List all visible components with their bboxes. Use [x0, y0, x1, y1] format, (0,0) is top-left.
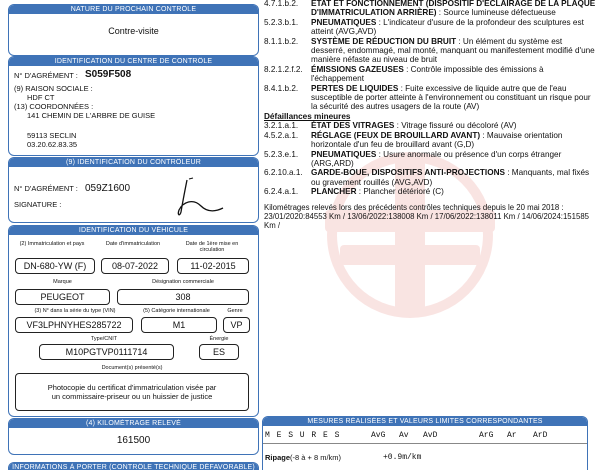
defect-code: 3.2.1.a.1. — [264, 121, 299, 131]
type-value: M10PGTVP0111714 — [39, 344, 174, 360]
defect-title: ÉMISSIONS GAZEUSES — [311, 64, 404, 74]
vin-label: (3) N° dans la série du type (VIN) — [34, 308, 116, 314]
defect-code: 4.5.2.a.1. — [264, 130, 299, 140]
centre-raison-value: HDF CT — [27, 93, 55, 102]
genre-value: VP — [223, 317, 250, 333]
categorie-label: (5) Catégorie internationale — [143, 308, 210, 314]
defect-desc: : Fuite excessive de liquide autre que de l'eau susceptible de porter atteinte à l'environnement ou constituant un risque pour la sécurité des autres usagers de la route (AV) — [311, 83, 591, 112]
defect-row — [264, 187, 596, 196]
defect-desc: : Usure anormale ou présence d'un corps étranger (ARG,ARD) — [311, 149, 562, 168]
centre-raison-label: (9) RAISON SOCIALE : — [14, 84, 93, 93]
km-history: Kilométrages relevés lors des précédents contrôles techniques depuis le 20 mai 2018 : 23/01/2020:84553 Km / 13/06/2022:138008 Km / 17/06/2022:138011 Km / 14/06/2024:151585 Km / — [264, 202, 589, 230]
defect-code: 5.2.3.b.1. — [264, 17, 299, 27]
mesures-header: MESURES RÉALISÉES ET VALEURS LIMITES CORRESPONDANTES — [263, 417, 587, 426]
informations-panel — [8, 462, 259, 470]
defect-title: PNEUMATIQUES — [311, 149, 377, 159]
defect-row — [264, 168, 596, 187]
defect-code: 4.7.1.b.2. — [264, 0, 299, 8]
controleur-signature-label: SIGNATURE : — [14, 200, 62, 209]
defect-title: GARDE-BOUE, DISPOSITIFS ANTI-PROJECTIONS — [311, 168, 505, 178]
categorie-value: M1 — [141, 317, 217, 333]
immat-label: (2) Immatriculation et pays — [19, 241, 85, 247]
date-circ-value: 11-02-2015 — [177, 258, 249, 274]
defect-title: PLANCHER — [311, 187, 357, 197]
col-ar: Ar — [507, 431, 517, 440]
defect-desc: : Vitrage fissuré ou décoloré (AV) — [394, 121, 517, 131]
nature-value: Contre-visite — [108, 26, 159, 36]
defect-title: SYSTÈME DE RÉDUCTION DU BRUIT — [311, 36, 457, 46]
date-immat-label: Date d'immatriculation — [105, 241, 161, 247]
documents-label: Document(s) présenté(s) — [101, 365, 163, 371]
mesures-divider — [263, 443, 587, 444]
defect-row — [264, 84, 596, 112]
marque-value: PEUGEOT — [15, 289, 110, 305]
energie-value: ES — [199, 344, 239, 360]
defect-desc: : Mauvaise orientation horizontale d'un feu de brouillard avant (G,D) — [311, 130, 563, 150]
defect-code: 6.2.4.a.1. — [264, 187, 299, 197]
col-av: Av — [399, 431, 409, 440]
controleur-agrement-label: N° D'AGRÉMENT : — [14, 184, 78, 193]
defect-desc: : Contrôle impossible des émissions à l'échappement — [311, 64, 544, 84]
date-circ-label: Date de 1ère mise en circulation — [185, 241, 239, 253]
ripage-label: Ripage — [265, 453, 291, 462]
marque-label: Marque — [53, 279, 72, 285]
nature-panel — [8, 4, 259, 56]
designation-value: 308 — [117, 289, 249, 305]
defect-code: 8.1.1.b.2. — [264, 36, 299, 46]
controleur-agrement-value: 059Z1600 — [85, 183, 131, 194]
genre-label: Genre — [227, 308, 243, 314]
defect-row — [264, 65, 596, 84]
type-label: Type/CNIT — [90, 336, 118, 342]
vehicule-panel — [8, 225, 259, 417]
col-avg: AvG — [371, 431, 386, 440]
centre-address-line2: 59113 SECLIN — [27, 131, 77, 140]
kilometrage-panel — [8, 418, 259, 455]
defect-title: PNEUMATIQUES — [311, 17, 377, 27]
ripage-value: +0.9m/km — [383, 453, 422, 462]
nature-header: NATURE DU PROCHAIN CONTRÔLE — [9, 5, 258, 14]
vehicule-header: IDENTIFICATION DU VÉHICULE — [9, 226, 258, 235]
defect-code: 8.2.1.2.f.2. — [264, 64, 303, 74]
defect-desc: : Plancher détérioré (C) — [356, 187, 444, 197]
defect-desc: : L'indicateur d'usure de la profondeur des sculptures est atteint (AVG,AVD) — [311, 17, 584, 37]
defect-desc: : Un élément du système est desserré, endommagé, mal monté, manquant ou manifestement modifié d'une manière néfaste au niveau de bruit — [311, 36, 595, 65]
informations-header: INFORMATIONS À PORTER (CONTRÔLE TECHNIQUE DÉFAVORABLE) — [9, 463, 258, 470]
defect-row — [264, 0, 596, 18]
centre-agrement-value: S059F508 — [85, 69, 132, 80]
designation-label: Désignation commerciale — [152, 279, 214, 285]
defect-row — [264, 150, 596, 169]
mesures-panel — [262, 416, 588, 470]
mesures-title: M E S U R E S — [265, 431, 341, 440]
energie-label: Énergie — [209, 336, 229, 342]
defect-row — [264, 18, 596, 37]
defect-code: 8.4.1.b.2. — [264, 83, 299, 93]
col-ard: ArD — [533, 431, 548, 440]
ripage-range: (-8 à + 8 m/km) — [290, 453, 342, 462]
date-immat-value: 08-07-2022 — [101, 258, 169, 274]
centre-agrement-label: N° D'AGRÉMENT : — [14, 71, 78, 80]
defect-row — [264, 131, 596, 150]
minor-defects-header: Défaillances mineures — [264, 111, 351, 121]
defect-row — [264, 121, 596, 130]
controleur-panel — [8, 157, 259, 223]
immat-value: DN-680-YW (F) — [15, 258, 95, 274]
defect-title: ÉTAT DES VITRAGES — [311, 121, 395, 131]
defect-desc: : Source lumineuse défectueuse — [436, 8, 556, 18]
defect-title: ÉTAT ET FONCTIONNEMENT (DISPOSITIF D'ÉCLAIRAGE DE LA PLAQUE D'IMMATRICULATION ARRIÈRE) — [311, 0, 596, 18]
centre-phone: 03.20.62.83.35 — [27, 140, 78, 149]
defect-code: 5.2.3.e.1. — [264, 149, 299, 159]
documents-value: Photocopie du certificat d'immatriculation visée par un commissaire-priseur ou un huissier de justice — [15, 373, 249, 411]
centre-coord-label: (13) COORDONNÉES : — [14, 102, 94, 111]
vin-value: VF3LPHNYHES285722 — [15, 317, 133, 333]
defect-title: RÉGLAGE (FEUX DE BROUILLARD AVANT) — [311, 130, 481, 140]
defects-list — [264, 0, 596, 230]
centre-panel — [8, 56, 259, 156]
kilometrage-header: (4) KILOMÉTRAGE RELEVÉ — [9, 419, 258, 428]
signature-image — [149, 176, 229, 220]
col-avd: AvD — [423, 431, 438, 440]
defect-code: 6.2.10.a.1. — [264, 168, 303, 178]
centre-header: IDENTIFICATION DU CENTRE DE CONTRÔLE — [9, 57, 258, 66]
col-arg: ArG — [479, 431, 494, 440]
defect-desc: : Manquants, mal fixés ou gravement rouillés (AVG,AVD) — [311, 168, 590, 187]
kilometrage-value: 161500 — [116, 435, 151, 446]
defect-title: PERTES DE LIQUIDES — [311, 83, 399, 93]
controleur-header: (9) IDENTIFICATION DU CONTRÔLEUR — [9, 158, 258, 167]
centre-address-line1: 141 CHEMIN DE L'ARBRE DE GUISE — [27, 111, 156, 120]
defect-row — [264, 37, 596, 65]
